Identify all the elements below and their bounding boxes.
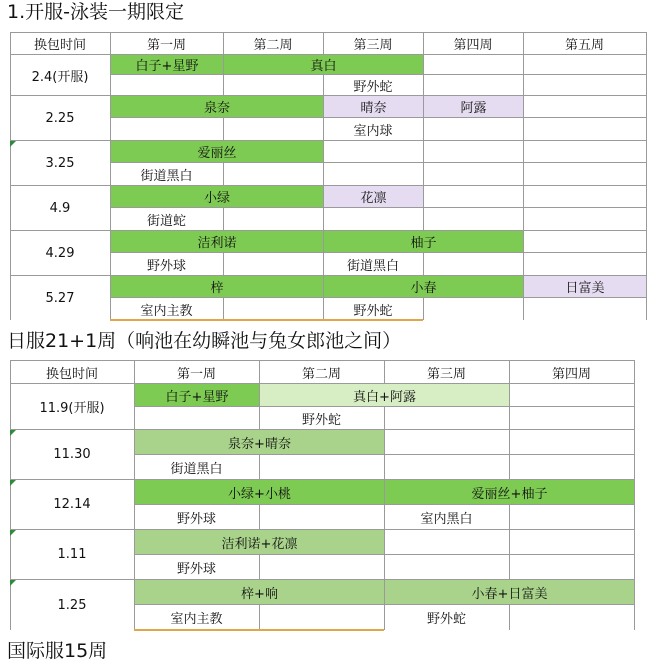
header-week-1: 第一周 (146, 38, 186, 53)
banner-cell: 白子+星野 (111, 55, 223, 74)
banner-cell: 洁利诺+花凛 (135, 530, 384, 554)
map-cell: 野外蛇 (426, 611, 466, 627)
map-cell: 街道蛇 (146, 213, 186, 229)
map-cell: 室内球 (353, 123, 393, 139)
header-week-5: 第五周 (564, 38, 604, 53)
banner-cell: 花凛 (324, 186, 423, 207)
banner-cell: 日富美 (524, 276, 646, 297)
banner-cell: 小春+日富美 (385, 580, 634, 604)
map-cell: 街道黑白 (170, 461, 223, 477)
banner-cell: 爱丽丝+柚子 (385, 480, 634, 504)
date-cell: 2.25 (45, 110, 75, 126)
date-cell: 5.27 (45, 290, 75, 306)
map-cell: 野外球 (176, 511, 216, 527)
map-cell: 野外球 (146, 258, 186, 274)
banner-cell: 真白+阿露 (260, 384, 509, 406)
section1-title: 1.开服-泳装一期限定 (7, 1, 184, 23)
section3-title: 国际服15周 (7, 640, 108, 662)
date-cell: 4.9 (49, 200, 71, 216)
date-cell: 12.14 (53, 497, 91, 512)
date-cell: 1.25 (57, 597, 87, 613)
header-week-1: 第一周 (176, 366, 216, 382)
banner-cell: 小绿+小桃 (135, 480, 384, 504)
banner-cell: 小春 (324, 276, 523, 297)
banner-cell: 泉奈+晴奈 (135, 430, 384, 454)
banner-cell: 真白 (224, 55, 423, 74)
map-cell: 街道黑白 (140, 168, 193, 184)
cell-underline (134, 629, 384, 631)
date-cell: 4.29 (45, 245, 75, 261)
header-date: 换包时间 (33, 38, 86, 53)
banner-cell: 梓+响 (135, 580, 384, 604)
date-cell: 11.30 (53, 447, 91, 462)
map-cell: 野外蛇 (353, 303, 393, 319)
banner-cell: 梓 (111, 276, 323, 297)
map-cell: 野外蛇 (301, 412, 341, 428)
banner-cell: 小绿 (111, 186, 323, 207)
header-week-2: 第二周 (253, 38, 293, 53)
banner-cell: 爱丽丝 (111, 141, 323, 162)
header-date: 换包时间 (45, 366, 98, 382)
map-cell: 野外蛇 (353, 79, 393, 95)
header-week-4: 第四周 (453, 38, 493, 53)
banner-cell: 泉奈 (111, 96, 323, 117)
map-cell: 室内主教 (170, 611, 223, 627)
map-cell: 野外球 (176, 561, 216, 577)
map-cell: 室内黑白 (420, 511, 473, 527)
header-week-2: 第二周 (301, 366, 341, 382)
header-week-3: 第三周 (426, 366, 466, 382)
date-cell: 2.4(开服) (31, 69, 89, 85)
section2-title: 日服21+1周（响池在幼瞬池与兔女郎池之间） (7, 330, 402, 352)
map-cell: 室内主教 (140, 303, 193, 319)
banner-cell: 晴奈 (324, 96, 423, 117)
header-week-3: 第三周 (353, 38, 393, 53)
date-cell: 11.9(开服) (39, 401, 105, 416)
header-week-4: 第四周 (551, 366, 591, 382)
date-cell: 3.25 (45, 155, 75, 171)
banner-cell: 白子+星野 (135, 384, 259, 406)
banner-cell: 柚子 (324, 231, 523, 252)
banner-cell: 阿露 (424, 96, 523, 117)
banner-cell: 洁利诺 (111, 231, 323, 252)
map-cell: 街道黑白 (346, 258, 399, 274)
date-cell: 1.11 (57, 547, 87, 562)
